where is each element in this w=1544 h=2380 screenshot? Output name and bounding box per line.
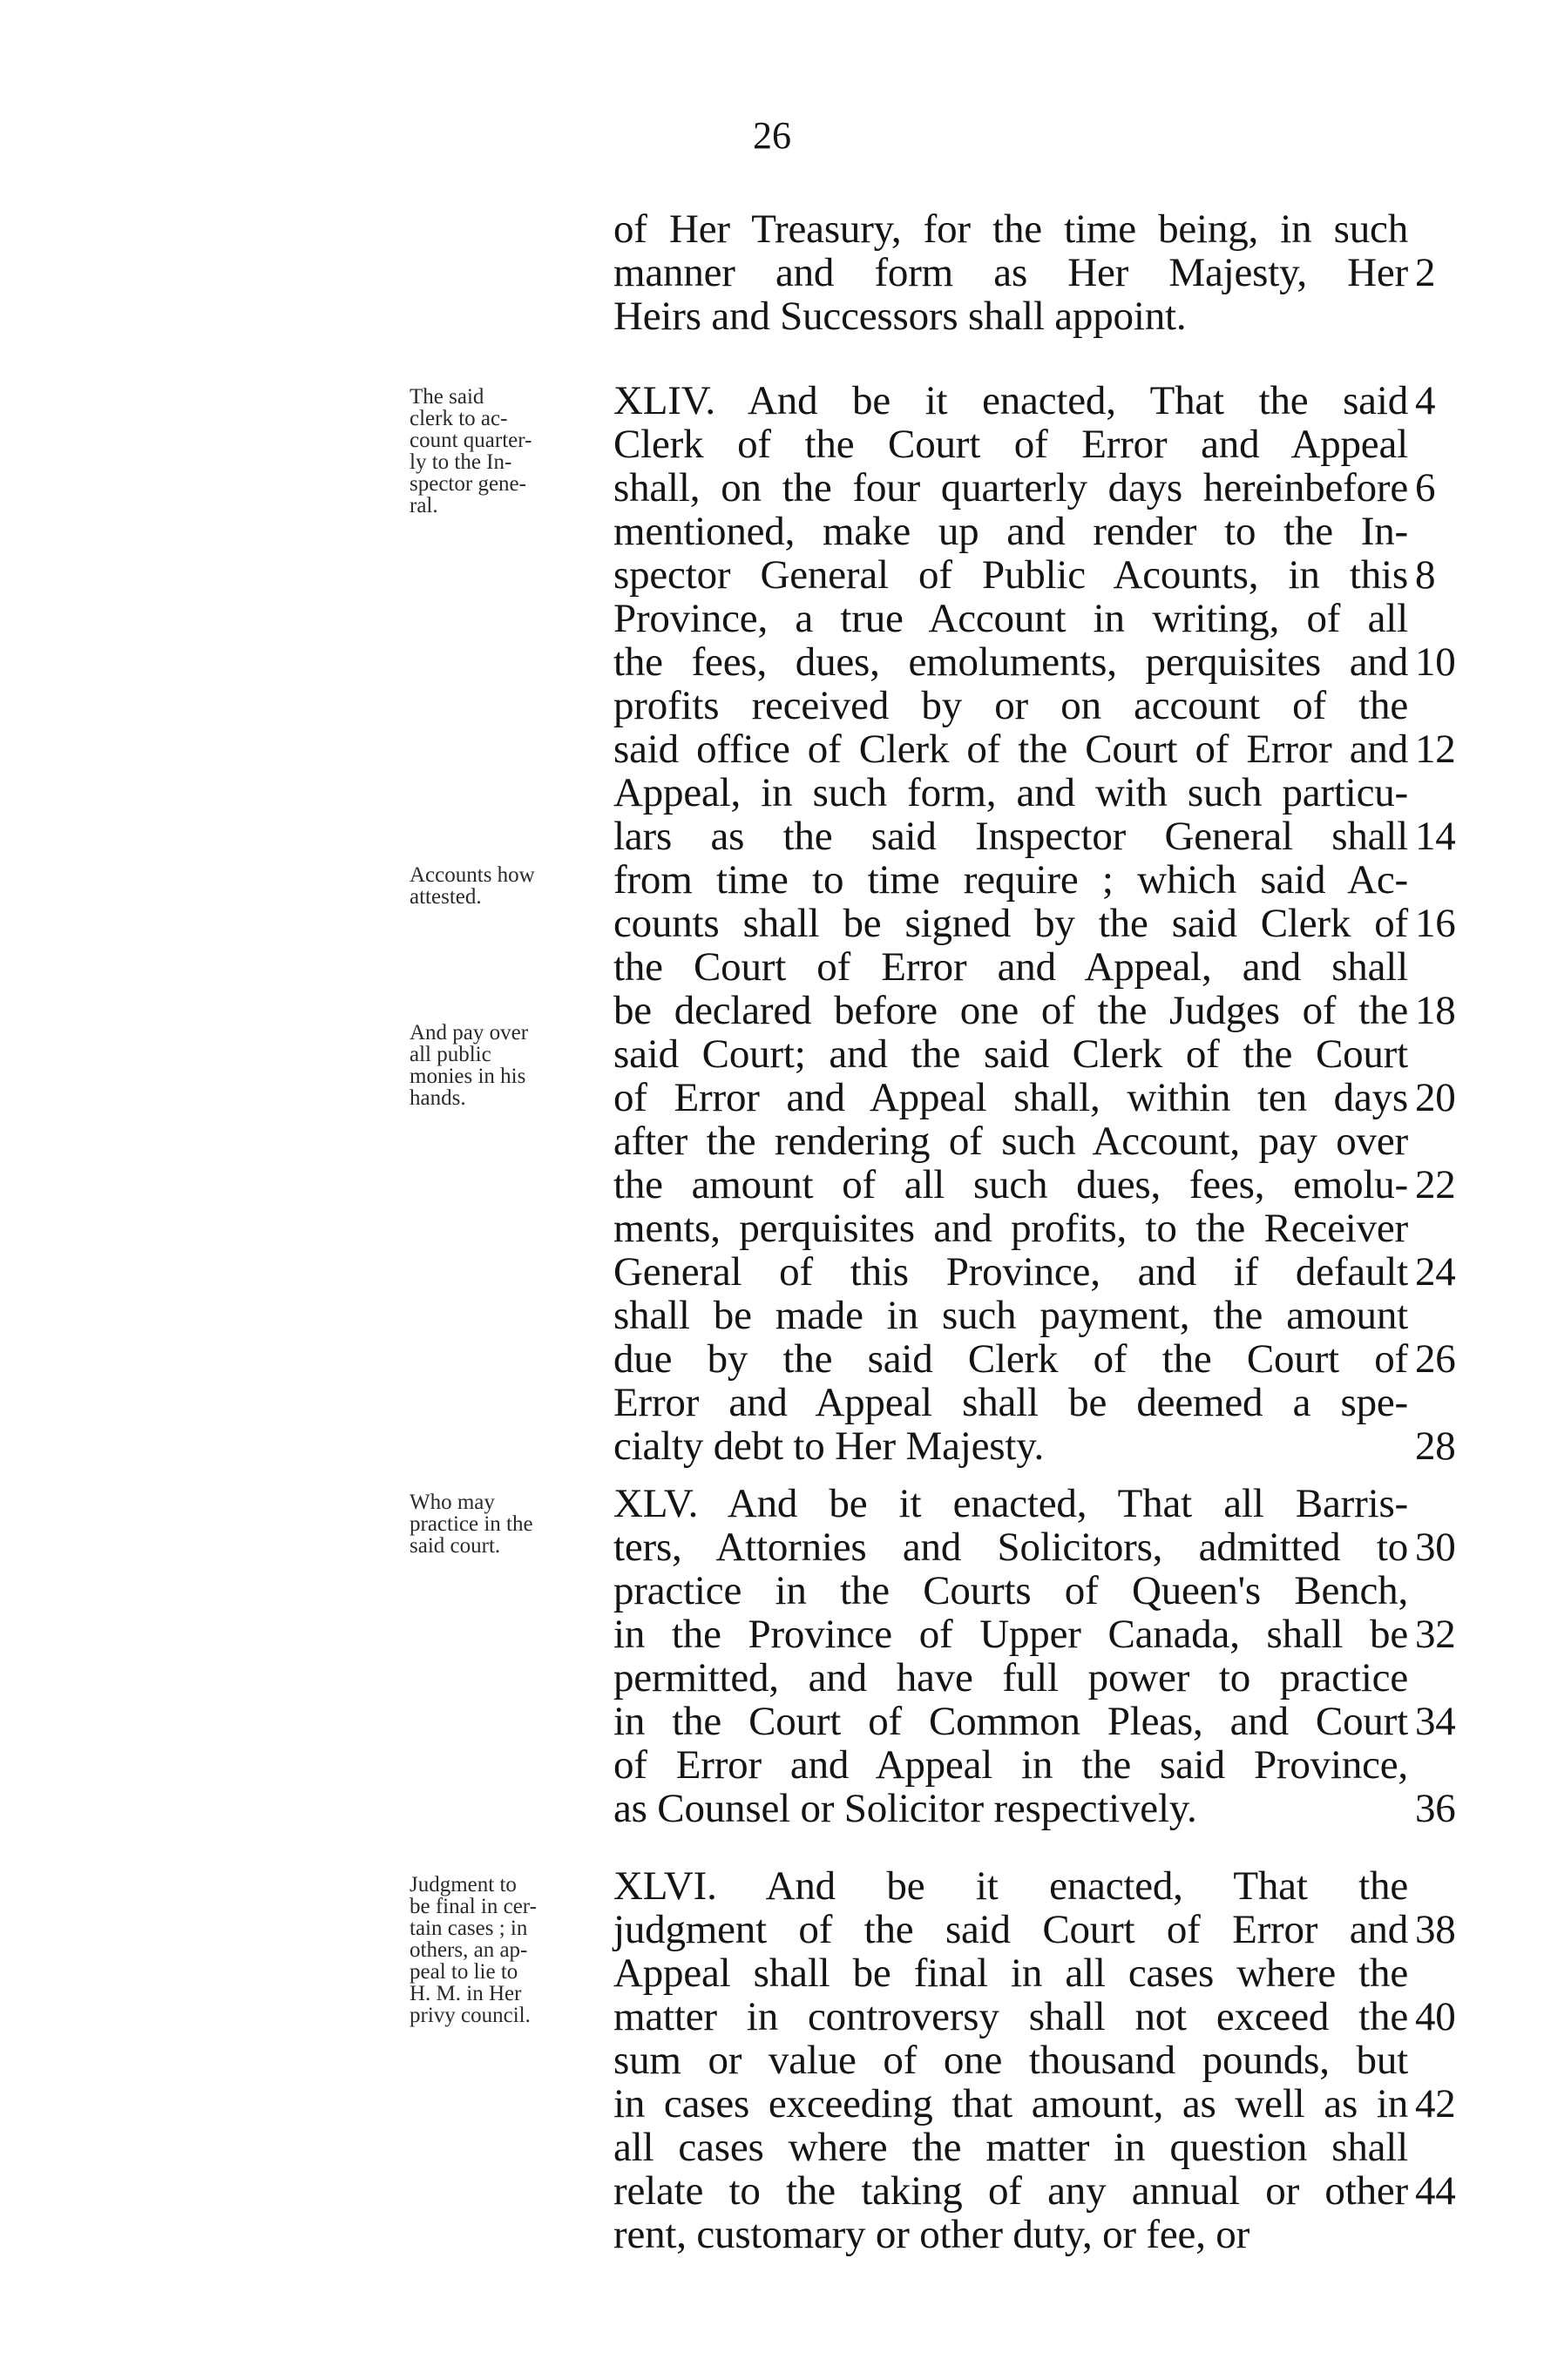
text-line — [613, 250, 1436, 295]
line-text: counts shall be signed by the said Clerk of — [613, 901, 1408, 946]
text-line — [613, 1207, 1408, 1250]
line-text: mentioned, make up and render to the In- — [613, 509, 1408, 554]
margin-note-line: tain cases ; in — [410, 1917, 528, 1940]
text-line — [613, 1569, 1408, 1613]
margin-note-line: attested. — [410, 885, 482, 909]
line-text: due by the said Clerk of the Court of — [613, 1336, 1408, 1382]
line-number: 42 — [1415, 2081, 1456, 2126]
line-text: profits received by or on account of the — [613, 683, 1408, 728]
line-number: 2 — [1415, 250, 1436, 295]
margin-note-line: ly to the In- — [410, 450, 512, 474]
text-line — [613, 727, 1456, 772]
line-text: XLVI. And be it enacted, That the — [613, 1863, 1408, 1909]
margin-note-line: clerk to ac- — [410, 407, 508, 430]
margin-note-line: monies in his — [410, 1065, 526, 1088]
text-line — [613, 771, 1408, 815]
text-line — [613, 510, 1408, 553]
margin-note-line: Who may — [410, 1491, 495, 1514]
text-line — [613, 1907, 1456, 1952]
line-number: 26 — [1415, 1336, 1456, 1382]
line-text: shall, on the four quarterly days hereinbefore — [613, 465, 1408, 510]
text-line — [613, 1699, 1456, 1744]
line-number: 38 — [1415, 1907, 1456, 1952]
text-line — [613, 1119, 1408, 1163]
line-text: be declared before one of the Judges of the — [613, 988, 1408, 1033]
line-number: 4 — [1415, 378, 1436, 423]
text-line — [613, 814, 1456, 859]
line-text: General of this Province, and if default — [613, 1249, 1408, 1295]
line-number: 44 — [1415, 2168, 1456, 2214]
text-line — [613, 1525, 1456, 1570]
line-number: 22 — [1415, 1162, 1456, 1207]
line-number: 18 — [1415, 988, 1456, 1033]
line-text: Appeal shall be final in all cases where the — [613, 1951, 1408, 1996]
text-line — [613, 901, 1456, 946]
text-line — [613, 684, 1408, 727]
line-text: XLIV. And be it enacted, That the said — [613, 378, 1408, 423]
text-line — [613, 2126, 1408, 2169]
margin-note-line: others, an ap- — [410, 1938, 528, 1962]
text-line — [613, 1994, 1456, 2039]
line-text: ments, perquisites and profits, to the Receiver — [613, 1206, 1408, 1251]
line-number: 16 — [1415, 901, 1456, 946]
text-line — [613, 2081, 1456, 2126]
margin-note-line: spector gene- — [410, 472, 526, 496]
text-line — [613, 2168, 1456, 2214]
margin-note-line: And pay over — [410, 1021, 529, 1045]
line-text: Province, a true Account in writing, of all — [613, 596, 1408, 641]
line-number: 32 — [1415, 1612, 1456, 1657]
text-line — [613, 552, 1436, 598]
line-number: 14 — [1415, 814, 1456, 859]
line-text: practice in the Courts of Queen's Bench, — [613, 1568, 1408, 1613]
margin-note — [410, 1022, 597, 1109]
margin-note-line: be final in cer- — [410, 1895, 537, 1918]
text-line — [613, 1743, 1408, 1787]
text-line — [613, 1294, 1408, 1337]
text-line — [613, 988, 1456, 1033]
line-text: all cases where the matter in question shall — [613, 2125, 1408, 2170]
line-text: Appeal, in such form, and with such particu- — [613, 770, 1408, 815]
line-text: in cases exceeding that amount, as well as in — [613, 2081, 1408, 2126]
line-text: said office of Clerk of the Court of Error and — [613, 727, 1408, 772]
line-text: XLV. And be it enacted, That all Barris- — [613, 1481, 1408, 1526]
line-number: 8 — [1415, 552, 1436, 598]
line-text: after the rendering of such Account, pay over — [613, 1119, 1408, 1164]
line-text: matter in controversy shall not exceed the — [613, 1994, 1408, 2039]
line-text: permitted, and have full power to practice — [613, 1655, 1408, 1700]
line-number: 6 — [1415, 465, 1436, 510]
text-line — [613, 2213, 1408, 2256]
line-text: said Court; and the said Clerk of the Court — [613, 1031, 1408, 1077]
margin-note-line: Accounts how — [410, 863, 535, 887]
line-number: 20 — [1415, 1075, 1456, 1120]
text-line — [613, 1336, 1456, 1382]
margin-note-line: count quarter- — [410, 429, 532, 452]
line-number: 24 — [1415, 1249, 1456, 1295]
text-line — [613, 1381, 1408, 1424]
page-number: 26 — [753, 114, 791, 157]
margin-note-line: The said — [410, 385, 484, 409]
line-text: the fees, dues, emoluments, perquisites and — [613, 639, 1408, 685]
line-text: the amount of all such dues, fees, emolu- — [613, 1162, 1408, 1207]
line-text: judgment of the said Court of Error and — [613, 1907, 1408, 1952]
margin-note-line: said court. — [410, 1534, 501, 1558]
line-number: 34 — [1415, 1699, 1456, 1744]
line-text: of Her Treasury, for the time being, in such — [613, 206, 1408, 252]
margin-note-line: privy council. — [410, 2004, 531, 2027]
text-line — [613, 294, 1408, 338]
text-line — [613, 1864, 1408, 1908]
line-text: relate to the taking of any annual or other — [613, 2168, 1408, 2214]
line-text: from time to time require ; which said Ac- — [613, 857, 1408, 903]
margin-note — [410, 864, 597, 908]
margin-note — [410, 386, 597, 517]
line-number: 28 — [1415, 1423, 1456, 1469]
line-text: the Court of Error and Appeal, and shall — [613, 944, 1408, 990]
line-text: spector General of Public Acounts, in this — [613, 552, 1408, 598]
line-text: rent, customary or other duty, or fee, or — [613, 2212, 1250, 2257]
line-text: cialty debt to Her Majesty. — [613, 1423, 1045, 1469]
line-number: 12 — [1415, 727, 1456, 772]
text-line — [613, 1656, 1408, 1700]
line-text: sum or value of one thousand pounds, but — [613, 2038, 1408, 2083]
paragraph — [613, 1863, 1456, 2257]
paragraph — [613, 378, 1456, 1469]
text-line — [613, 1423, 1456, 1469]
line-text: of Error and Appeal shall, within ten days — [613, 1075, 1408, 1120]
line-number: 30 — [1415, 1525, 1456, 1570]
text-line — [613, 1786, 1456, 1831]
text-line — [613, 1249, 1456, 1295]
margin-note-line: peal to lie to — [410, 1960, 518, 1984]
margin-note — [410, 1874, 597, 2026]
text-line — [613, 1032, 1408, 1076]
text-line — [613, 378, 1436, 423]
margin-note-line: hands. — [410, 1086, 466, 1110]
line-text: Error and Appeal shall be deemed a spe- — [613, 1380, 1408, 1425]
paragraph — [613, 1481, 1456, 1831]
margin-note-line: practice in the — [410, 1512, 533, 1536]
line-text: of Error and Appeal in the said Province, — [613, 1742, 1408, 1788]
text-line — [613, 945, 1408, 989]
line-text: lars as the said Inspector General shall — [613, 814, 1408, 859]
text-line — [613, 1482, 1408, 1525]
paragraph — [613, 206, 1436, 339]
line-number: 36 — [1415, 1786, 1456, 1831]
line-text: ters, Attornies and Solicitors, admitted to — [613, 1525, 1408, 1570]
text-line — [613, 1951, 1408, 1995]
margin-note-line: ral. — [410, 494, 438, 517]
line-text: in the Province of Upper Canada, shall be — [613, 1612, 1408, 1657]
text-line — [613, 207, 1408, 251]
text-line — [613, 639, 1456, 685]
text-line — [613, 423, 1408, 466]
text-line — [613, 597, 1408, 640]
line-text: Heirs and Successors shall appoint. — [613, 294, 1187, 339]
line-text: shall be made in such payment, the amount — [613, 1293, 1408, 1338]
text-line — [613, 1612, 1456, 1657]
margin-note-line: H. M. in Her — [410, 1982, 522, 2005]
text-line — [613, 858, 1408, 902]
text-line — [613, 465, 1436, 510]
margin-note-line: Judgment to — [410, 1873, 517, 1897]
line-text: Clerk of the Court of Error and Appeal — [613, 422, 1408, 467]
line-text: as Counsel or Solicitor respectively. — [613, 1786, 1197, 1831]
text-line — [613, 1162, 1456, 1207]
line-text: manner and form as Her Majesty, Her — [613, 250, 1408, 295]
line-number: 40 — [1415, 1994, 1456, 2039]
line-number: 10 — [1415, 639, 1456, 685]
text-line — [613, 1075, 1456, 1120]
line-text: in the Court of Common Pleas, and Court — [613, 1699, 1408, 1744]
text-line — [613, 2039, 1408, 2082]
margin-note-line: all public — [410, 1043, 491, 1066]
margin-note — [410, 1491, 597, 1557]
